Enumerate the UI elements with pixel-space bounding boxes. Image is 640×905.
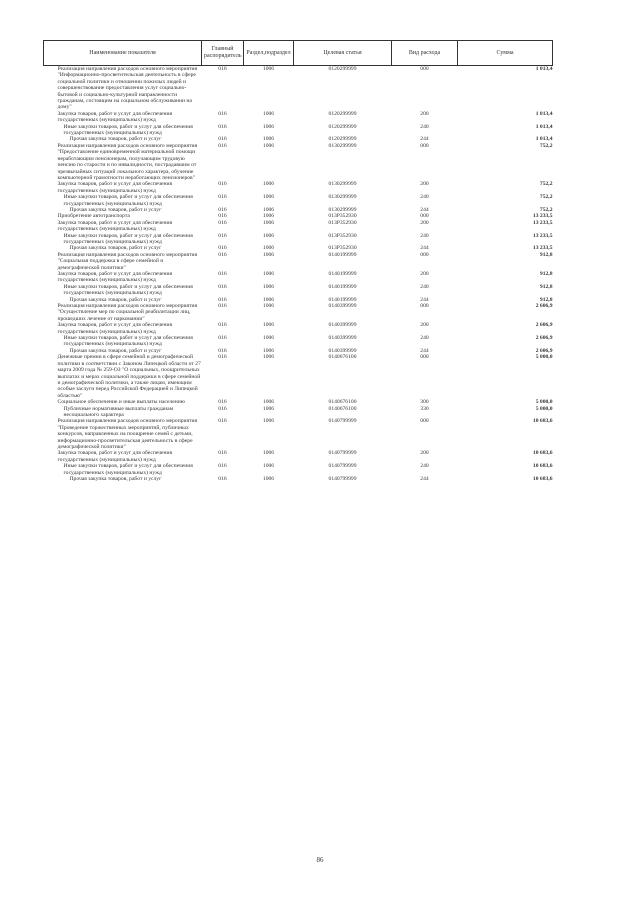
row-sum: 5 000,0 xyxy=(535,399,553,406)
header-grbs: Главный распорядитель xyxy=(202,41,244,66)
row-sum: 912,8 xyxy=(539,251,553,258)
row-section: 1006 xyxy=(262,136,275,143)
row-name: Иные закупки товаров, работ и услуг для обеспечения государственных (муниципальных) нужд xyxy=(63,283,193,297)
table-row xyxy=(44,111,553,124)
row-target: 0130299999 xyxy=(328,181,357,188)
row-sum: 10 683,6 xyxy=(532,418,553,425)
table-body xyxy=(44,66,553,483)
row-grbs: 016 xyxy=(218,245,227,252)
row-sum: 5 000,0 xyxy=(535,354,553,361)
header-name: Наименование показателя xyxy=(44,41,202,66)
row-expense: 244 xyxy=(420,296,429,303)
row-expense: 240 xyxy=(420,335,429,342)
row-name: Прочая закупка товаров, работ и услуг xyxy=(69,347,162,354)
row-expense: 300 xyxy=(420,399,429,406)
row-name: Прочая закупка товаров, работ и услуг xyxy=(69,206,162,213)
header-sum: Сумма xyxy=(458,41,553,66)
row-section: 1006 xyxy=(262,347,275,354)
row-name: Реализация направления расходов основного мероприятия "Предоставление единовременной материальной помощи неработающим пенсионерам, получающим трудовую пенсию по старости и по инвалидности, пострадавшим от чрезвычайных ситуаций локального характера, обучение компьютерной грамотности неработающих пенсионеров" xyxy=(57,142,198,181)
row-section: 1006 xyxy=(262,418,275,425)
row-grbs: 016 xyxy=(218,271,227,277)
row-expense: 000 xyxy=(420,303,429,310)
row-sum: 912,8 xyxy=(539,296,553,303)
row-grbs: 016 xyxy=(218,303,227,310)
row-expense: 244 xyxy=(420,347,429,354)
row-grbs: 016 xyxy=(218,296,227,303)
row-grbs: 016 xyxy=(218,213,227,220)
row-section: 1006 xyxy=(262,399,275,406)
row-section: 1006 xyxy=(262,322,275,329)
row-target: 0120299999 xyxy=(328,136,357,143)
row-target: 0140799999 xyxy=(328,476,357,482)
row-name: Иные закупки товаров, работ и услуг для обеспечения государственных (муниципальных) нужд xyxy=(63,463,193,476)
row-grbs: 016 xyxy=(218,354,227,361)
row-section: 1006 xyxy=(262,463,275,470)
row-section: 1006 xyxy=(262,405,275,412)
row-target: 0130299999 xyxy=(328,194,357,201)
row-name: Денежные премии в сфере семейной и демографической политики в соответствии с Законом Липецкой области от 27 марта 2009 года № 259-ОЗ "О социальных, поощрительных выплатах и мерах социальной поддержки в сфере семейной и демографической политики, а также лицам, имеющим особые заслуги перед Российской Федерацией и Липецкой областью" xyxy=(57,354,201,399)
row-expense: 000 xyxy=(420,213,429,220)
row-section: 1006 xyxy=(262,296,275,303)
row-sum: 13 233,5 xyxy=(532,232,553,239)
row-name: Приобретение автотранспорта xyxy=(57,213,130,220)
row-section: 1006 xyxy=(262,194,275,201)
table-row xyxy=(44,66,553,111)
table-row xyxy=(44,303,553,322)
table-header-row xyxy=(44,41,553,66)
row-sum: 1 013,4 xyxy=(535,136,553,143)
row-target: 0140199999 xyxy=(328,296,357,303)
budget-table xyxy=(43,40,553,482)
table-row xyxy=(44,354,553,399)
row-expense: 200 xyxy=(420,110,429,117)
row-section: 1006 xyxy=(262,335,275,342)
row-grbs: 016 xyxy=(218,219,227,226)
row-target: 0130299999 xyxy=(328,206,357,213)
row-sum: 13 233,5 xyxy=(532,213,553,220)
row-grbs: 016 xyxy=(218,181,227,188)
row-name: Закупка товаров, работ и услуг для обеспечения государственных (муниципальных) нужд xyxy=(57,271,173,284)
row-section: 1006 xyxy=(262,232,275,239)
row-target: 013P352930 xyxy=(328,245,357,252)
row-grbs: 016 xyxy=(218,335,227,342)
row-expense: 240 xyxy=(420,283,429,290)
row-name: Закупка товаров, работ и услуг для обеспечения государственных (муниципальных) нужд xyxy=(57,181,173,194)
table-row xyxy=(44,322,553,335)
row-section: 1006 xyxy=(262,66,275,72)
row-expense: 200 xyxy=(420,181,429,188)
row-expense: 244 xyxy=(420,206,429,213)
row-section: 1006 xyxy=(262,251,275,258)
table-row xyxy=(44,476,553,482)
row-name: Реализация направления расходов основного мероприятия "Информационно-просветительская деятельность в сфере социальной политики и отношении пожилых людей и совершенствование предоставления услуг социально-бытовой и социально-культурной направленности гражданам, состоящим на социальном обслуживании на дому" xyxy=(57,66,198,111)
row-expense: 200 xyxy=(420,322,429,329)
row-section: 1006 xyxy=(262,219,275,226)
row-target: 0140199999 xyxy=(328,251,357,258)
row-grbs: 016 xyxy=(218,194,227,201)
header-expense: Вид расхода xyxy=(392,41,458,66)
row-target: 0140399999 xyxy=(328,322,357,329)
row-sum: 5 000,0 xyxy=(535,405,553,412)
row-grbs: 016 xyxy=(218,66,227,72)
table-row xyxy=(44,271,553,284)
row-name: Реализация направления расходов основного мероприятия "Осуществление мер по социальной реабилитации лиц, прошедших лечение от наркомании" xyxy=(57,303,198,322)
row-sum: 752,2 xyxy=(539,194,553,201)
row-name: Социальное обеспечение и иные выплаты населению xyxy=(57,399,185,406)
row-expense: 200 xyxy=(420,271,429,277)
row-grbs: 016 xyxy=(218,450,227,457)
row-sum: 10 683,6 xyxy=(532,450,553,457)
row-expense: 000 xyxy=(420,66,429,72)
row-sum: 2 606,9 xyxy=(535,347,553,354)
row-name: Иные закупки товаров, работ и услуг для обеспечения государственных (муниципальных) нужд xyxy=(63,123,193,137)
row-expense: 330 xyxy=(420,405,429,412)
header-section: Раздел,подраздел xyxy=(244,41,294,66)
row-target: 0140399999 xyxy=(328,347,357,354)
row-name: Прочая закупка товаров, работ и услуг xyxy=(69,296,162,303)
row-expense: 240 xyxy=(420,232,429,239)
row-sum: 2 606,9 xyxy=(535,335,553,342)
row-section: 1006 xyxy=(262,181,275,188)
row-sum: 13 233,5 xyxy=(532,245,553,252)
row-expense: 200 xyxy=(420,219,429,226)
table-row xyxy=(44,233,553,246)
row-name: Закупка товаров, работ и услуг для обеспечения государственных (муниципальных) нужд xyxy=(57,219,173,233)
row-section: 1006 xyxy=(262,123,275,130)
row-sum: 752,2 xyxy=(539,181,553,188)
row-sum: 1 013,4 xyxy=(535,66,553,72)
row-target: 0130299999 xyxy=(328,142,357,149)
row-grbs: 016 xyxy=(218,463,227,470)
row-section: 1006 xyxy=(262,476,275,482)
row-sum: 752,2 xyxy=(539,206,553,213)
row-grbs: 016 xyxy=(218,405,227,412)
row-target: 0140799999 xyxy=(328,450,357,457)
table-row xyxy=(44,463,553,476)
row-grbs: 016 xyxy=(218,322,227,329)
row-target: 0140676100 xyxy=(328,354,357,361)
row-section: 1006 xyxy=(262,283,275,290)
row-grbs: 016 xyxy=(218,418,227,425)
row-target: 0120299999 xyxy=(328,123,357,130)
row-section: 1006 xyxy=(262,303,275,310)
page-number: 86 xyxy=(316,856,324,864)
table-row xyxy=(44,450,553,463)
row-sum: 2 606,9 xyxy=(535,303,553,310)
header-target: Целевая статья xyxy=(294,41,392,66)
row-target: 0140199999 xyxy=(328,271,357,277)
row-expense: 200 xyxy=(420,450,429,457)
row-name: Реализация направления расходов основного мероприятия "Социальная поддержка в сфере семейной и демографической политики" xyxy=(57,251,198,271)
row-expense: 240 xyxy=(420,463,429,470)
row-target: 0140199999 xyxy=(328,283,357,290)
row-target: 0120299999 xyxy=(328,110,357,117)
row-sum: 1 013,4 xyxy=(535,123,553,130)
row-sum: 1 013,4 xyxy=(535,110,553,117)
row-expense: 000 xyxy=(420,251,429,258)
row-target: 0120299999 xyxy=(328,66,357,72)
row-sum: 10 683,6 xyxy=(532,463,553,470)
row-target: 013P352930 xyxy=(328,213,357,220)
row-name: Прочая закупка товаров, работ и услуг xyxy=(69,136,162,143)
row-sum: 2 606,9 xyxy=(535,322,553,329)
row-expense: 000 xyxy=(420,418,429,425)
table-row xyxy=(44,284,553,297)
row-grbs: 016 xyxy=(218,110,227,117)
row-target: 0140799999 xyxy=(328,418,357,425)
row-name: Иные закупки товаров, работ и услуг для обеспечения государственных (муниципальных) нужд xyxy=(63,232,193,245)
row-name: Публичные нормативные выплаты гражданам несоциального характера xyxy=(63,405,174,418)
row-name: Прочая закупка товаров, работ и услуг xyxy=(69,476,162,482)
row-expense: 000 xyxy=(420,142,429,149)
row-sum: 13 233,5 xyxy=(532,219,553,226)
row-grbs: 016 xyxy=(218,399,227,406)
table-row xyxy=(44,220,553,233)
row-expense: 244 xyxy=(420,136,429,143)
row-grbs: 016 xyxy=(218,347,227,354)
row-target: 0140676100 xyxy=(328,405,357,412)
row-expense: 240 xyxy=(420,194,429,201)
row-expense: 244 xyxy=(420,476,429,482)
row-target: 0140676100 xyxy=(328,399,357,406)
row-target: 013P352930 xyxy=(328,219,357,226)
row-expense: 240 xyxy=(420,123,429,130)
row-target: 013P352930 xyxy=(328,232,357,239)
row-section: 1006 xyxy=(262,110,275,117)
row-sum: 752,2 xyxy=(539,142,553,149)
row-expense: 000 xyxy=(420,354,429,361)
table-row xyxy=(44,406,553,419)
row-name: Реализация направления расходов основного мероприятия "Проведение торжественных мероприятий, публичных конкурсов, направленных на поощрение семей с детьми, информационно-просветительская деятельность в сфере демографической политики" xyxy=(57,418,198,450)
row-target: 0140799999 xyxy=(328,463,357,470)
row-grbs: 016 xyxy=(218,251,227,258)
row-target: 0140399999 xyxy=(328,335,357,342)
row-section: 1006 xyxy=(262,450,275,457)
row-name: Закупка товаров, работ и услуг для обеспечения государственных (муниципальных) нужд xyxy=(57,110,173,124)
row-section: 1006 xyxy=(262,206,275,213)
table-row xyxy=(44,181,553,194)
row-section: 1006 xyxy=(262,245,275,252)
row-section: 1006 xyxy=(262,271,275,277)
row-section: 1006 xyxy=(262,213,275,220)
row-expense: 244 xyxy=(420,245,429,252)
row-grbs: 016 xyxy=(218,283,227,290)
row-sum: 912,8 xyxy=(539,271,553,277)
row-grbs: 016 xyxy=(218,206,227,213)
row-sum: 10 683,6 xyxy=(532,476,553,482)
table-row xyxy=(44,143,553,181)
table-row xyxy=(44,194,553,207)
row-name: Закупка товаров, работ и услуг для обеспечения государственных (муниципальных) нужд xyxy=(57,322,173,335)
row-name: Прочая закупка товаров, работ и услуг xyxy=(69,245,162,252)
table-row xyxy=(44,418,553,450)
row-name: Иные закупки товаров, работ и услуг для обеспечения государственных (муниципальных) нужд xyxy=(63,194,193,207)
row-section: 1006 xyxy=(262,142,275,149)
row-grbs: 016 xyxy=(218,232,227,239)
row-grbs: 016 xyxy=(218,136,227,143)
table-row xyxy=(44,124,553,137)
row-grbs: 016 xyxy=(218,476,227,482)
table-row xyxy=(44,335,553,348)
row-name: Иные закупки товаров, работ и услуг для обеспечения государственных (муниципальных) нужд xyxy=(63,335,193,348)
table-row xyxy=(44,252,553,271)
row-grbs: 016 xyxy=(218,142,227,149)
row-name: Закупка товаров, работ и услуг для обеспечения государственных (муниципальных) нужд xyxy=(57,450,173,463)
row-target: 0140399999 xyxy=(328,303,357,310)
row-section: 1006 xyxy=(262,354,275,361)
row-sum: 912,8 xyxy=(539,283,553,290)
row-grbs: 016 xyxy=(218,123,227,130)
